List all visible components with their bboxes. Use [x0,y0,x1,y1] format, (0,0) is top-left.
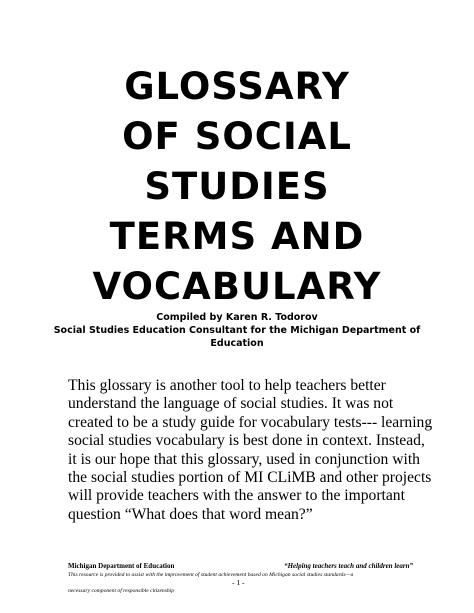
page-number: - 1 - [232,578,245,587]
intro-paragraph [68,377,433,524]
footer-slogan: “Helping teachers teach and children learn” [284,562,413,570]
title-line: VOCABULARY [92,265,382,308]
footer-last-row [68,578,413,594]
title-line: STUDIES [144,165,330,208]
title-line: GLOSSARY [124,65,350,108]
footer-note-continued: necessary component of responsible citizenship [68,588,175,594]
footer-header-row [68,562,413,571]
intro-line: the social studies portion of MI CLiMB and other projects [68,469,432,487]
document-title [0,62,474,312]
footer-note: This resource is provided to assist with the improvement of student achievement based on Michigan social studies standards—a [68,572,354,578]
page-footer [68,562,413,594]
intro-line: understand the language of social studies. It was not [68,395,394,413]
title-line: OF SOCIAL [122,115,352,158]
intro-line: social studies vocabulary is best done in context. Instead, [68,432,425,450]
intro-line: created to be a study guide for vocabulary tests--- learning [68,413,433,431]
intro-line: will provide teachers with the answer to the important [68,487,405,505]
intro-line: This glossary is another tool to help teachers better [68,377,386,394]
credits-block [0,311,474,350]
intro-line: question “What does that word mean?” [68,505,313,523]
compiled-by: Compiled by Karen R. Todorov [156,312,318,323]
author-role-continued: Education [210,338,264,349]
title-line: TERMS AND [109,215,365,258]
author-role: Social Studies Education Consultant for the Michigan Department of [53,325,421,336]
footer-organization: Michigan Department of Education [68,562,175,570]
intro-line: it is our hope that this glossary, used in conjunction with [68,450,420,468]
